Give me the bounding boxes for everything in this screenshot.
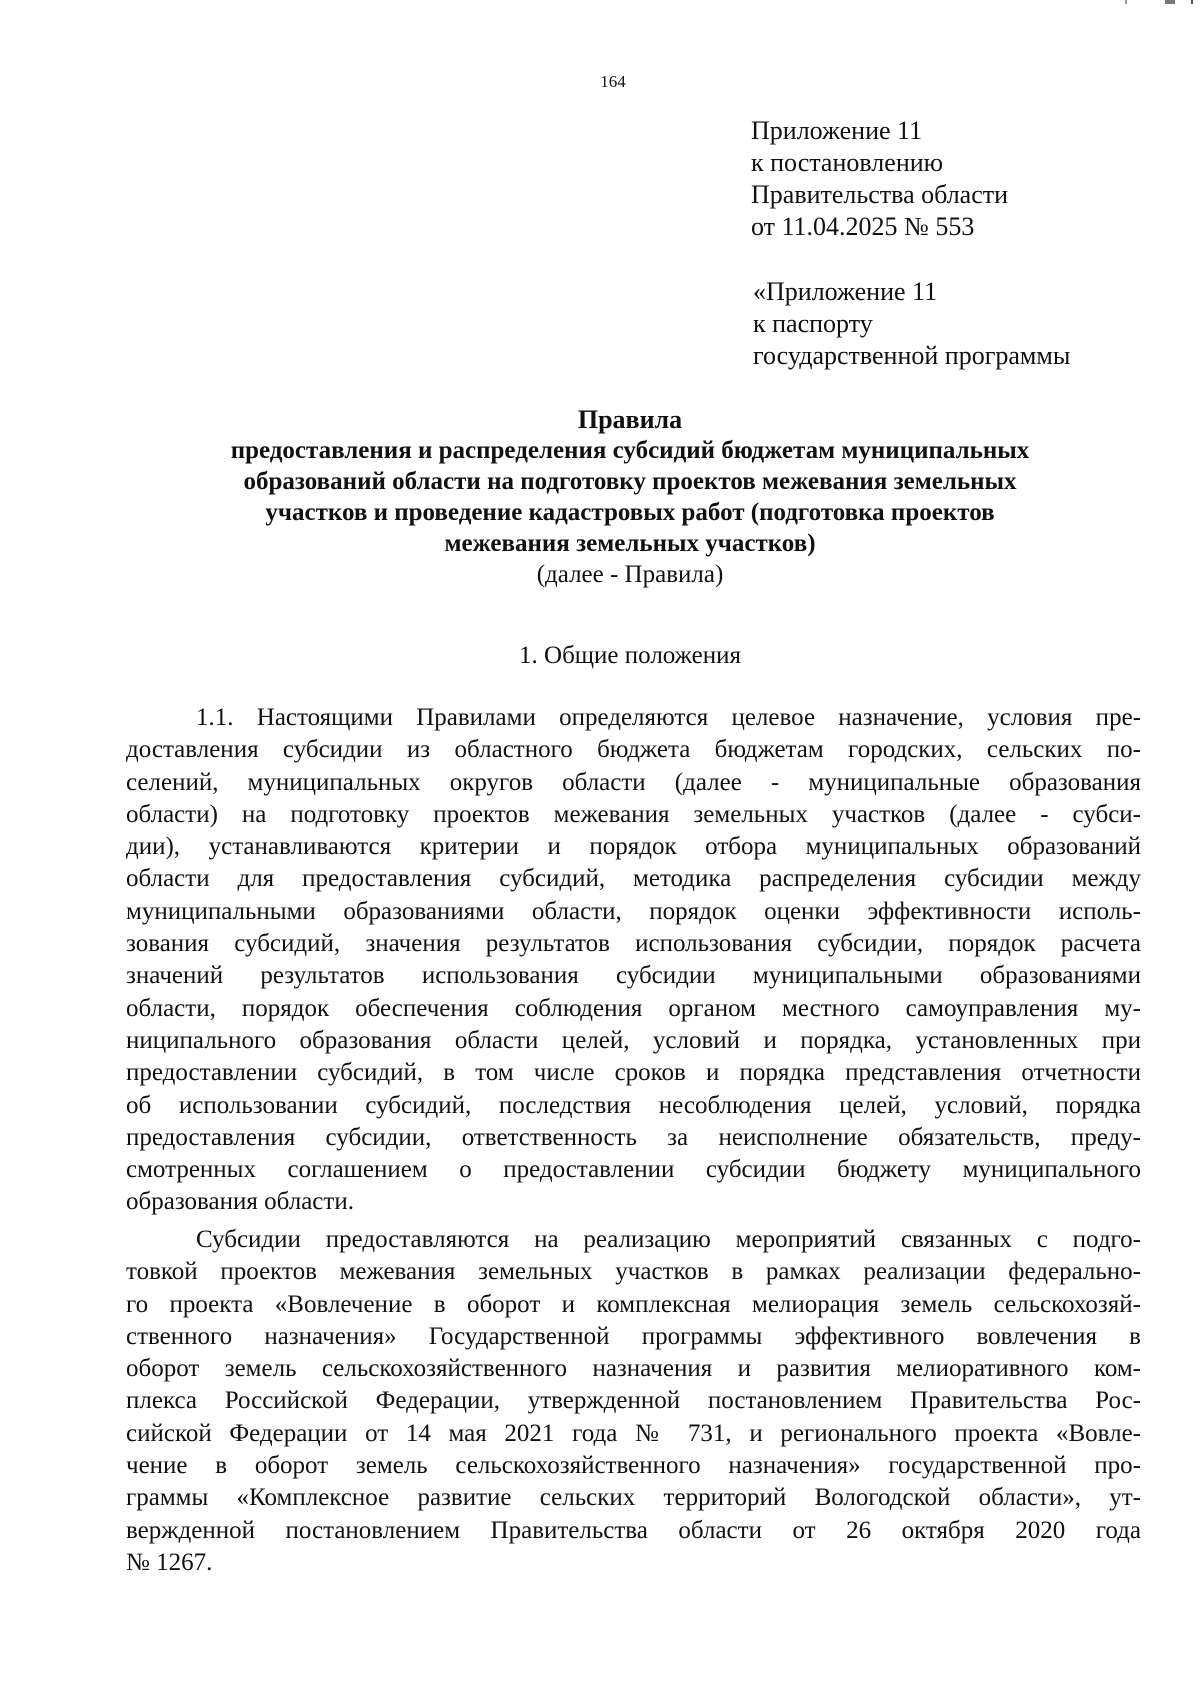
appendix-reference-line: «Приложение 11 [753, 277, 938, 306]
paragraph-line: селений, муниципальных округов области (далее - муниципальные образования [126, 768, 1141, 796]
paragraph-line: об использовании субсидий, последствия несоблюдения целей, условий, порядка [126, 1091, 1141, 1119]
paragraph-line: предоставления субсидии, ответственность за неисполнение обязательств, преду- [126, 1123, 1141, 1151]
paragraph-line: предоставлении субсидий, в том числе сроков и порядка представления отчетности [126, 1059, 1141, 1087]
document-title [150, 404, 1110, 590]
paragraph-line: Субсидии предоставляются на реализацию мероприятий связанных с подго- [196, 1226, 1141, 1253]
paragraph-line: дии), устанавливаются критерии и порядок отбора муниципальных образований [126, 833, 1141, 861]
scan-artifact [1105, 0, 1200, 4]
paragraph-line: образования области. [126, 1188, 354, 1216]
title-main: Правила [577, 405, 683, 434]
title-subtitle-line: образований области на подготовку проектов межевания земельных [243, 468, 1017, 495]
paragraph-line: товкой проектов межевания земельных участков в рамках реализации федерально- [126, 1258, 1141, 1286]
paragraph-line: вержденной постановлением Правительства области от 26 октября 2020 года [126, 1516, 1141, 1544]
paragraph-line: муниципальными образованиями области, порядок оценки эффективности исполь- [126, 897, 1141, 925]
paragraph-line: сийской Федерации от 14 мая 2021 года № 731, и регионального проекта «Вовле- [126, 1419, 1141, 1447]
appendix-reference-line: государственной программы [753, 341, 1071, 370]
paragraph-line: № 1267. [126, 1548, 213, 1576]
appendix-reference-line: к паспорту [753, 309, 873, 338]
paragraph-line: области) на подготовку проектов межевания земельных участков (далее - субси- [126, 800, 1141, 828]
appendix-header [751, 115, 1008, 243]
paragraph-line: чение в оборот земель сельскохозяйственного назначения» государственной про- [126, 1452, 1141, 1480]
appendix-header-line: Приложение 11 [751, 116, 923, 145]
appendix-reference [753, 276, 1070, 372]
paragraph-line: граммы «Комплексное развитие сельских территорий Вологодской области», ут- [126, 1484, 1141, 1512]
paragraph-line: ственного назначения» Государственной программы эффективного вовлечения в [126, 1322, 1141, 1350]
paragraph-line: зования субсидий, значения результатов использования субсидии, порядок расчета [126, 930, 1141, 958]
paragraph-line: плекса Российской Федерации, утвержденной постановлением Правительства Рос- [126, 1387, 1141, 1415]
paragraph-line: области для предоставления субсидий, методика распределения субсидии между [126, 865, 1141, 893]
title-subtitle-line: участков и проведение кадастровых работ (подготовка проектов [265, 499, 995, 526]
paragraph-line: оборот земель сельскохозяйственного назначения и развития мелиоративного ком- [126, 1355, 1141, 1383]
title-subtitle [150, 435, 1110, 559]
appendix-header-line: к постановлению [751, 148, 944, 177]
title-subtitle-line: межевания земельных участков) [444, 530, 816, 557]
title-subtitle-line: предоставления и распределения субсидий бюджетам муниципальных [230, 437, 1030, 464]
paragraph-line: ниципального образования области целей, условий и порядка, установленных при [126, 1026, 1141, 1054]
appendix-header-line: Правительства области [751, 180, 1009, 209]
paragraph-2 [126, 1224, 1141, 1579]
paragraph-1 [126, 702, 1141, 1219]
title-note: (далее - Правила) [536, 561, 724, 588]
appendix-header-line: от 11.04.2025 № 553 [751, 212, 975, 241]
paragraph-line: го проекта «Вовлечение в оборот и комплексная мелиорация земель сельскохозяй- [126, 1290, 1141, 1318]
page-number: 164 [600, 72, 626, 91]
paragraph-line: смотренных соглашением о предоставлении субсидии бюджету муниципального [126, 1156, 1141, 1184]
paragraph-line: значений результатов использования субсидии муниципальными образованиями [126, 962, 1141, 990]
paragraph-line: области, порядок обеспечения соблюдения органом местного самоуправления му- [126, 994, 1141, 1022]
section-heading: 1. Общие положения [519, 642, 741, 669]
paragraph-line: 1.1. Настоящими Правилами определяются целевое назначение, условия пре- [196, 704, 1141, 731]
paragraph-line: доставления субсидии из областного бюджета бюджетам городских, сельских по- [126, 736, 1141, 764]
